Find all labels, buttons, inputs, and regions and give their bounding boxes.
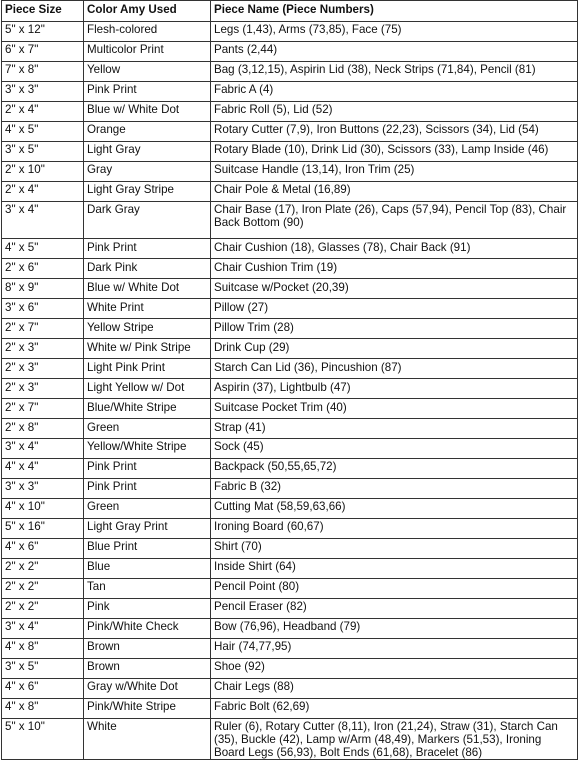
piece-name-cell: Fabric B (32) — [211, 479, 578, 499]
table-row — [2, 618, 578, 638]
color-cell: Gray — [84, 161, 211, 181]
table-row — [2, 459, 578, 479]
piece-name-cell: Aspirin (37), Lightbulb (47) — [211, 379, 578, 399]
piece-size-cell: 2" x 2" — [2, 559, 84, 579]
piece-size-cell: 3" x 4" — [2, 201, 84, 238]
fabric-requirements-table — [1, 0, 578, 760]
piece-name-cell: Suitcase w/Pocket (20,39) — [211, 279, 578, 299]
piece-name-cell: Pencil Point (80) — [211, 578, 578, 598]
color-cell: Brown — [84, 638, 211, 658]
color-cell: Dark Gray — [84, 201, 211, 238]
table-row — [2, 399, 578, 419]
header-piece-size: Piece Size — [2, 1, 84, 22]
header-piece-name: Piece Name (Piece Numbers) — [211, 1, 578, 22]
color-cell: Light Gray Print — [84, 519, 211, 539]
color-cell: Blue — [84, 559, 211, 579]
piece-size-cell: 2" x 2" — [2, 598, 84, 618]
piece-size-cell: 6" x 7" — [2, 41, 84, 61]
piece-size-cell: 3" x 4" — [2, 618, 84, 638]
piece-name-cell: Legs (1,43), Arms (73,85), Face (75) — [211, 22, 578, 42]
color-cell: Blue Print — [84, 539, 211, 559]
table-row — [2, 339, 578, 359]
piece-name-cell: Rotary Blade (10), Drink Lid (30), Scissors (33), Lamp Inside (46) — [211, 141, 578, 161]
table-row — [2, 22, 578, 42]
piece-name-cell: Drink Cup (29) — [211, 339, 578, 359]
table-row — [2, 141, 578, 161]
piece-size-cell: 5" x 10" — [2, 718, 84, 759]
piece-name-cell: Pillow Trim (28) — [211, 319, 578, 339]
piece-name-cell: Inside Shirt (64) — [211, 559, 578, 579]
piece-name-cell: Fabric Bolt (62,69) — [211, 698, 578, 718]
piece-size-cell: 4" x 10" — [2, 499, 84, 519]
table-row — [2, 61, 578, 81]
piece-name-cell: Pillow (27) — [211, 299, 578, 319]
piece-size-cell: 2" x 7" — [2, 319, 84, 339]
color-cell: Orange — [84, 121, 211, 141]
table-row — [2, 539, 578, 559]
piece-size-cell: 5" x 16" — [2, 519, 84, 539]
color-cell: Light Gray — [84, 141, 211, 161]
color-cell: Multicolor Print — [84, 41, 211, 61]
table-row — [2, 658, 578, 678]
piece-size-cell: 4" x 5" — [2, 121, 84, 141]
color-cell: Dark Pink — [84, 259, 211, 279]
table-row — [2, 299, 578, 319]
color-cell: Light Gray Stripe — [84, 181, 211, 201]
piece-name-cell: Rotary Cutter (7,9), Iron Buttons (22,23), Scissors (34), Lid (54) — [211, 121, 578, 141]
piece-size-cell: 3" x 6" — [2, 299, 84, 319]
color-cell: White w/ Pink Stripe — [84, 339, 211, 359]
piece-size-cell: 2" x 8" — [2, 419, 84, 439]
table-row — [2, 439, 578, 459]
color-cell: Pink/White Check — [84, 618, 211, 638]
piece-name-cell: Suitcase Pocket Trim (40) — [211, 399, 578, 419]
piece-size-cell: 5" x 12" — [2, 22, 84, 42]
piece-size-cell: 2" x 6" — [2, 259, 84, 279]
piece-name-cell: Chair Cushion (18), Glasses (78), Chair Back (91) — [211, 239, 578, 259]
table-row — [2, 499, 578, 519]
color-cell: White Print — [84, 299, 211, 319]
color-cell: Yellow — [84, 61, 211, 81]
piece-name-cell: Hair (74,77,95) — [211, 638, 578, 658]
color-cell: Gray w/White Dot — [84, 678, 211, 698]
piece-size-cell: 3" x 3" — [2, 81, 84, 101]
table-row — [2, 479, 578, 499]
piece-name-cell: Cutting Mat (58,59,63,66) — [211, 499, 578, 519]
table-row — [2, 101, 578, 121]
piece-size-cell: 2" x 10" — [2, 161, 84, 181]
table-row — [2, 519, 578, 539]
color-cell: Yellow Stripe — [84, 319, 211, 339]
table-row — [2, 81, 578, 101]
table-row — [2, 359, 578, 379]
piece-name-cell: Ruler (6), Rotary Cutter (8,11), Iron (21,24), Straw (31), Starch Can (35), Buckle (42), Lamp w/Arm (48,49), Markers (51,53), Ironing Board Legs (56,93), Bolt Ends (61,68), Bracelet (86) — [211, 718, 578, 759]
color-cell: White — [84, 718, 211, 759]
table-row — [2, 239, 578, 259]
piece-name-cell: Starch Can Lid (36), Pincushion (87) — [211, 359, 578, 379]
piece-name-cell: Strap (41) — [211, 419, 578, 439]
color-cell: Flesh-colored — [84, 22, 211, 42]
piece-name-cell: Bow (76,96), Headband (79) — [211, 618, 578, 638]
piece-size-cell: 4" x 5" — [2, 239, 84, 259]
piece-size-cell: 4" x 8" — [2, 698, 84, 718]
color-cell: Pink Print — [84, 239, 211, 259]
piece-name-cell: Chair Base (17), Iron Plate (26), Caps (57,94), Pencil Top (83), Chair Back Bottom (90) — [211, 201, 578, 238]
piece-size-cell: 8" x 9" — [2, 279, 84, 299]
table-row — [2, 121, 578, 141]
table-row — [2, 698, 578, 718]
table-row — [2, 638, 578, 658]
color-cell: Brown — [84, 658, 211, 678]
table-row — [2, 181, 578, 201]
color-cell: Light Pink Print — [84, 359, 211, 379]
piece-name-cell: Fabric A (4) — [211, 81, 578, 101]
color-cell: Pink Print — [84, 459, 211, 479]
piece-size-cell: 4" x 8" — [2, 638, 84, 658]
table-row — [2, 578, 578, 598]
piece-name-cell: Shirt (70) — [211, 539, 578, 559]
table-row — [2, 379, 578, 399]
color-cell: Blue/White Stripe — [84, 399, 211, 419]
color-cell: Pink/White Stripe — [84, 698, 211, 718]
color-cell: Blue w/ White Dot — [84, 101, 211, 121]
piece-size-cell: 2" x 4" — [2, 101, 84, 121]
color-cell: Pink Print — [84, 479, 211, 499]
piece-name-cell: Sock (45) — [211, 439, 578, 459]
header-row — [2, 1, 578, 22]
table-row — [2, 419, 578, 439]
color-cell: Green — [84, 499, 211, 519]
piece-size-cell: 3" x 5" — [2, 658, 84, 678]
piece-size-cell: 3" x 5" — [2, 141, 84, 161]
table-row — [2, 678, 578, 698]
piece-name-cell: Shoe (92) — [211, 658, 578, 678]
color-cell: Light Yellow w/ Dot — [84, 379, 211, 399]
table-row — [2, 41, 578, 61]
color-cell: Yellow/White Stripe — [84, 439, 211, 459]
piece-name-cell: Chair Pole & Metal (16,89) — [211, 181, 578, 201]
piece-name-cell: Suitcase Handle (13,14), Iron Trim (25) — [211, 161, 578, 181]
color-cell: Blue w/ White Dot — [84, 279, 211, 299]
piece-name-cell: Pencil Eraser (82) — [211, 598, 578, 618]
piece-size-cell: 3" x 4" — [2, 439, 84, 459]
piece-size-cell: 2" x 2" — [2, 578, 84, 598]
piece-name-cell: Pants (2,44) — [211, 41, 578, 61]
table-row — [2, 259, 578, 279]
piece-size-cell: 2" x 3" — [2, 339, 84, 359]
piece-name-cell: Chair Cushion Trim (19) — [211, 259, 578, 279]
piece-size-cell: 2" x 7" — [2, 399, 84, 419]
table-row — [2, 201, 578, 238]
piece-size-cell: 4" x 6" — [2, 539, 84, 559]
color-cell: Pink Print — [84, 81, 211, 101]
piece-size-cell: 4" x 6" — [2, 678, 84, 698]
table-row — [2, 559, 578, 579]
piece-size-cell: 7" x 8" — [2, 61, 84, 81]
piece-size-cell: 2" x 4" — [2, 181, 84, 201]
header-color: Color Amy Used — [84, 1, 211, 22]
piece-name-cell: Backpack (50,55,65,72) — [211, 459, 578, 479]
piece-name-cell: Chair Legs (88) — [211, 678, 578, 698]
color-cell: Tan — [84, 578, 211, 598]
table-row — [2, 598, 578, 618]
table-row — [2, 279, 578, 299]
color-cell: Pink — [84, 598, 211, 618]
piece-name-cell: Fabric Roll (5), Lid (52) — [211, 101, 578, 121]
table-row — [2, 161, 578, 181]
piece-size-cell: 2" x 3" — [2, 359, 84, 379]
piece-size-cell: 4" x 4" — [2, 459, 84, 479]
piece-name-cell: Bag (3,12,15), Aspirin Lid (38), Neck Strips (71,84), Pencil (81) — [211, 61, 578, 81]
piece-size-cell: 2" x 3" — [2, 379, 84, 399]
color-cell: Green — [84, 419, 211, 439]
table-body — [2, 22, 578, 760]
piece-size-cell: 3" x 3" — [2, 479, 84, 499]
piece-name-cell: Ironing Board (60,67) — [211, 519, 578, 539]
table-row — [2, 319, 578, 339]
